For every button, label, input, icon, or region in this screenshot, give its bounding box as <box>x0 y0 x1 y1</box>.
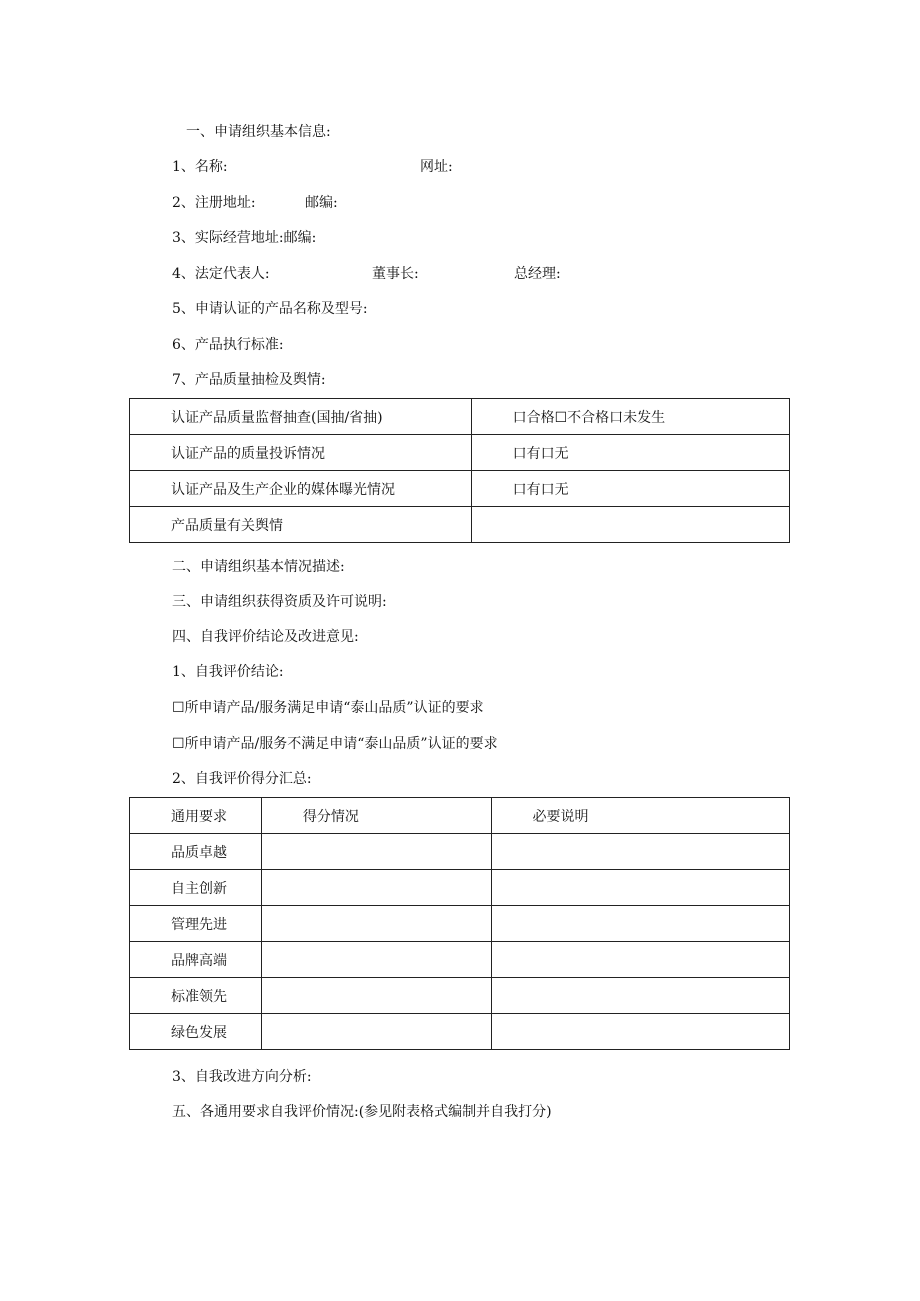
table-cell: 认证产品及生产企业的媒体曝光情况 <box>130 471 472 507</box>
input-cell[interactable] <box>471 507 789 543</box>
note-input-cell[interactable] <box>491 978 789 1014</box>
registered-zip-label: 邮编: <box>305 195 338 211</box>
score-input-cell[interactable] <box>261 906 491 942</box>
score-input-cell[interactable] <box>261 870 491 906</box>
option-meets-checkbox[interactable]: ☐所申请产品/服务满足申请“泰山品质”认证的要求 <box>172 700 484 716</box>
section4-heading: 四、自我评价结论及改进意见: <box>172 629 359 645</box>
note-input-cell[interactable] <box>491 906 789 942</box>
quality-inspection-label: 7、产品质量抽检及舆情: <box>172 372 326 388</box>
section2-heading: 二、申请组织基本情况描述: <box>172 559 345 575</box>
chairman-label: 董事长: <box>372 266 419 282</box>
option-not-meets-checkbox[interactable]: ☐所申请产品/服务不满足申请“泰山品质”认证的要求 <box>172 736 498 752</box>
conclusion-label: 1、自我评价结论: <box>172 664 284 680</box>
requirement-cell: 品牌高端 <box>130 942 262 978</box>
note-input-cell[interactable] <box>491 1014 789 1050</box>
note-input-cell[interactable] <box>491 942 789 978</box>
website-label: 网址: <box>420 159 453 175</box>
general-manager-label: 总经理: <box>514 266 561 282</box>
table-header-row <box>130 798 790 834</box>
name-label: 1、名称: <box>172 159 228 175</box>
business-address-label: 3、实际经营地址:邮编: <box>172 230 317 246</box>
column-header: 通用要求 <box>130 798 262 834</box>
note-input-cell[interactable] <box>491 870 789 906</box>
table-row <box>130 1014 790 1050</box>
column-header: 得分情况 <box>261 798 491 834</box>
quality-table <box>129 398 790 543</box>
table-row <box>130 471 790 507</box>
requirement-cell: 绿色发展 <box>130 1014 262 1050</box>
registered-address-label: 2、注册地址: <box>172 195 256 211</box>
product-name-label: 5、申请认证的产品名称及型号: <box>172 301 368 317</box>
note-input-cell[interactable] <box>491 834 789 870</box>
table-row <box>130 435 790 471</box>
score-input-cell[interactable] <box>261 978 491 1014</box>
table-row <box>130 870 790 906</box>
requirement-cell: 管理先进 <box>130 906 262 942</box>
section1-heading: 一、申请组织基本信息: <box>186 124 331 140</box>
product-standard-label: 6、产品执行标准: <box>172 337 284 353</box>
requirement-cell: 自主创新 <box>130 870 262 906</box>
score-input-cell[interactable] <box>261 942 491 978</box>
table-row <box>130 399 790 435</box>
checkbox-cell[interactable]: 口有口无 <box>471 471 789 507</box>
table-cell: 认证产品的质量投诉情况 <box>130 435 472 471</box>
checkbox-cell[interactable]: 口有口无 <box>471 435 789 471</box>
improvement-label: 3、自我改进方向分析: <box>172 1069 312 1085</box>
checkbox-cell[interactable]: 口合格☐不合格口未发生 <box>471 399 789 435</box>
table-row <box>130 942 790 978</box>
table-row <box>130 906 790 942</box>
score-summary-label: 2、自我评价得分汇总: <box>172 771 312 787</box>
table-row <box>130 978 790 1014</box>
score-table <box>129 797 790 1050</box>
column-header: 必要说明 <box>491 798 789 834</box>
legal-rep-label: 4、法定代表人: <box>172 266 270 282</box>
section3-heading: 三、申请组织获得资质及许可说明: <box>172 594 387 610</box>
section5-heading: 五、各通用要求自我评价情况:(参见附表格式编制并自我打分) <box>172 1104 552 1120</box>
table-cell: 产品质量有关舆情 <box>130 507 472 543</box>
requirement-cell: 品质卓越 <box>130 834 262 870</box>
requirement-cell: 标准领先 <box>130 978 262 1014</box>
table-cell: 认证产品质量监督抽查(国抽/省抽) <box>130 399 472 435</box>
score-input-cell[interactable] <box>261 1014 491 1050</box>
table-row <box>130 507 790 543</box>
table-row <box>130 834 790 870</box>
score-input-cell[interactable] <box>261 834 491 870</box>
